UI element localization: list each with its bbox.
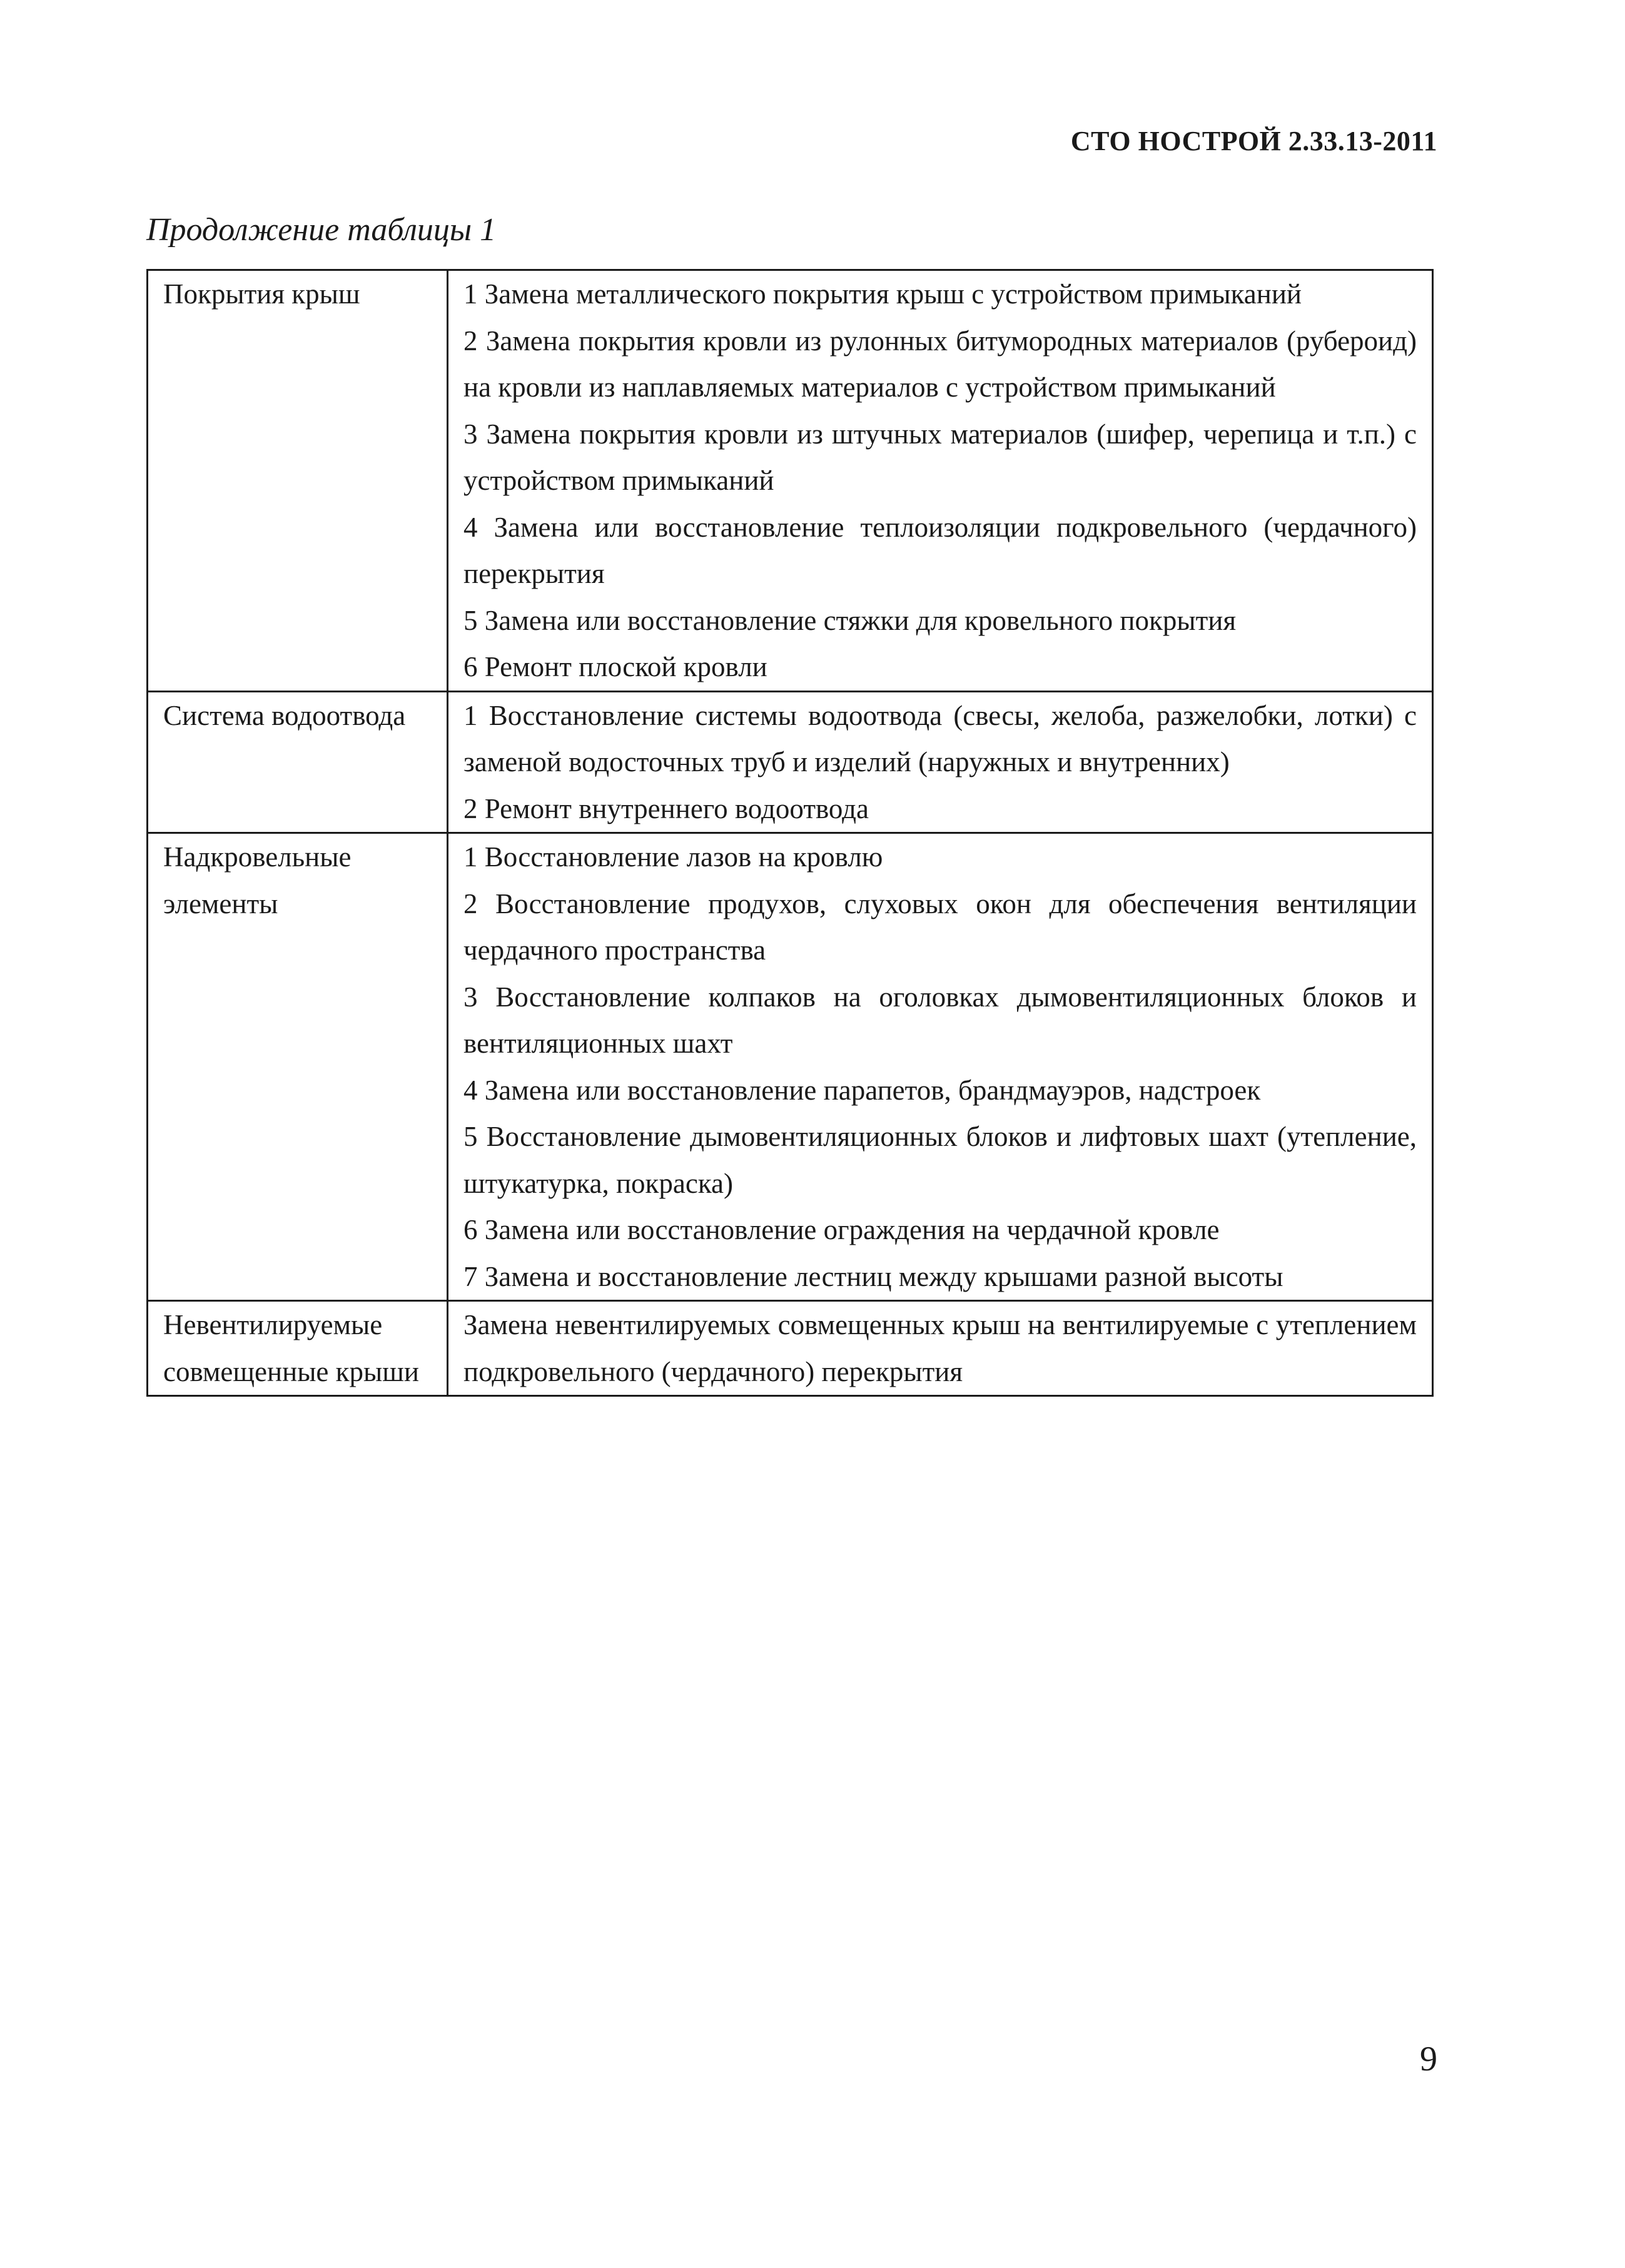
works-cell	[448, 833, 1433, 1301]
work-item: 7 Замена и восстановление лестниц между крышами разной высоты	[463, 1260, 1283, 1292]
works-cell	[448, 270, 1433, 692]
category-cell: Невентилируемые совмещенные крыши	[148, 1301, 448, 1396]
work-item: 6 Ремонт плоской кровли	[463, 651, 767, 682]
document-code: СТО НОСТРОЙ 2.33.13-2011	[1070, 126, 1437, 156]
work-item: 3 Восстановление колпаков на оголовках дымовентиляционных блоков и вентиляционных шахт	[463, 981, 1417, 1059]
page-number: 9	[1420, 2040, 1437, 2078]
table-row	[148, 691, 1433, 833]
work-item: 2 Замена покрытия кровли из рулонных битумородных материалов (рубероид) на кровли из наплавляемых материалов с устройством примыканий	[463, 325, 1417, 403]
works-table	[146, 269, 1434, 1397]
work-item: 1 Восстановление лазов на кровлю	[463, 841, 883, 873]
work-item: 2 Восстановление продухов, слуховых окон для обеспечения вентиляции чердачного пространства	[463, 888, 1417, 966]
work-item: 4 Замена или восстановление теплоизоляции подкровельного (чердачного) перекрытия	[463, 511, 1417, 589]
table-row	[148, 833, 1433, 1301]
work-item: 1 Замена металлического покрытия крыш с устройством примыканий	[463, 278, 1302, 310]
category-cell: Надкровельные элементы	[148, 833, 448, 1301]
table-row	[148, 1301, 1433, 1396]
table-caption: Продолжение таблицы 1	[146, 212, 497, 248]
work-item: 4 Замена или восстановление парапетов, брандмауэров, надстроек	[463, 1074, 1261, 1106]
work-item: 6 Замена или восстановление ограждения на чердачной кровле	[463, 1214, 1220, 1245]
works-cell	[448, 1301, 1433, 1396]
table-row	[148, 270, 1433, 692]
category-cell: Покрытия крыш	[148, 270, 448, 692]
category-cell: Система водоотвода	[148, 691, 448, 833]
work-item: 2 Ремонт внутреннего водоотвода	[463, 792, 869, 824]
work-item: 5 Замена или восстановление стяжки для кровельного покрытия	[463, 604, 1237, 636]
work-item: Замена невентилируемых совмещенных крыш на вентилируемые с утеплением подкровельного (чердачного) перекрытия	[463, 1309, 1417, 1387]
work-item: 3 Замена покрытия кровли из штучных материалов (шифер, черепица и т.п.) с устройством примыканий	[463, 418, 1417, 496]
work-item: 1 Восстановление системы водоотвода (свесы, желоба, разжелобки, лотки) с заменой водосточных труб и изделий (наружных и внутренних)	[463, 699, 1417, 777]
work-item: 5 Восстановление дымовентиляционных блоков и лифтовых шахт (утепление, штукатурка, покраска)	[463, 1121, 1417, 1199]
works-cell	[448, 691, 1433, 833]
